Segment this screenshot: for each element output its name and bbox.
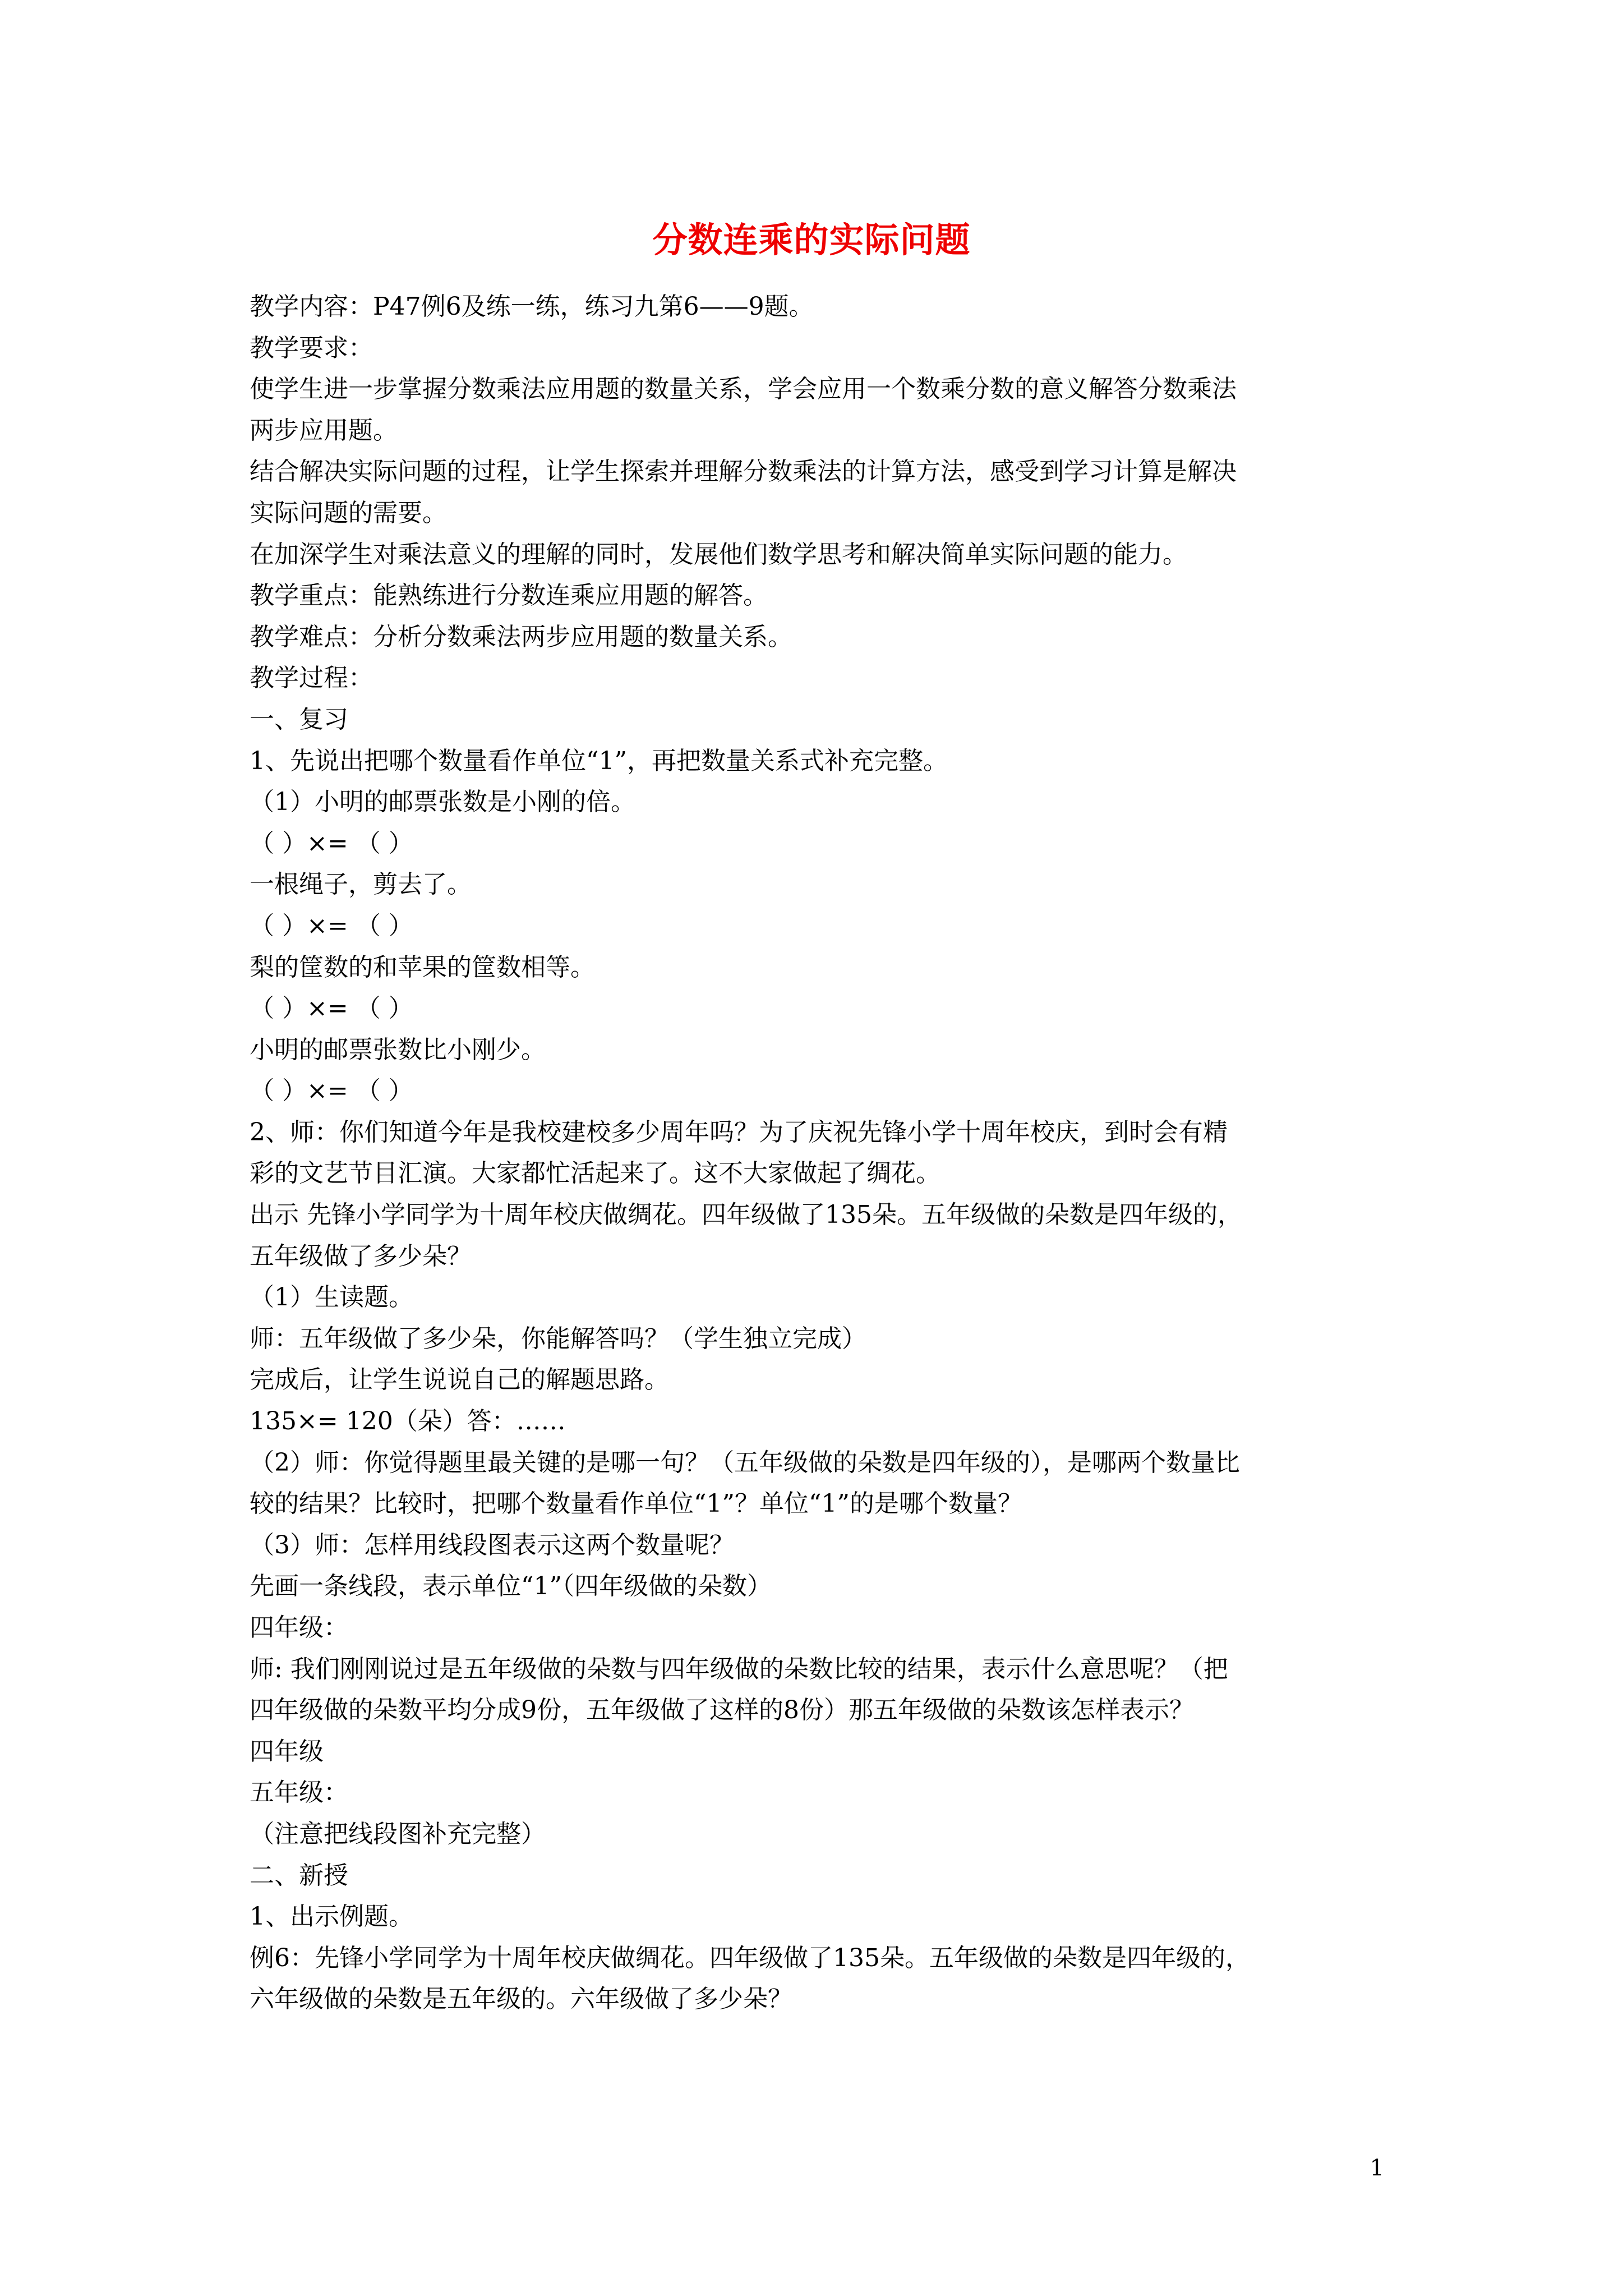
text-line: 小明的邮票张数比小刚少。 bbox=[250, 1035, 546, 1064]
text-line: 结合解决实际问题的过程，让学生探索并理解分数乘法的计算方法，感受到学习计算是解决 bbox=[250, 457, 1237, 486]
text-line: 先画一条线段，表示单位“1”（四年级做的朵数） bbox=[250, 1572, 772, 1601]
text-line: 例6：先锋小学同学为十周年校庆做绸花。四年级做了135朵。五年级做的朵数是四年级的， bbox=[250, 1943, 1250, 1972]
text-line: （ ）×= （ ） bbox=[250, 829, 413, 858]
text-line: 教学过程： bbox=[250, 664, 373, 693]
text-line: 1、先说出把哪个数量看作单位“1”，再把数量关系式补充完整。 bbox=[250, 746, 948, 775]
document-body bbox=[250, 286, 1388, 2020]
text-line: 两步应用题。 bbox=[250, 416, 398, 445]
text-line: 出示 先锋小学同学为十周年校庆做绸花。四年级做了135朵。五年级做的朵数是四年级的， bbox=[250, 1200, 1242, 1230]
text-line: 六年级做的朵数是五年级的。六年级做了多少朵？ bbox=[250, 1985, 792, 2014]
text-line: 教学难点：分析分数乘法两步应用题的数量关系。 bbox=[250, 622, 792, 651]
text-line: 在加深学生对乘法意义的理解的同时，发展他们数学思考和解决简单实际问题的能力。 bbox=[250, 540, 1187, 569]
text-line: （ ）×= （ ） bbox=[250, 1076, 413, 1106]
text-line: （2）师：你觉得题里最关键的是哪一句？（五年级做的朵数是四年级的），是哪两个数量比 bbox=[250, 1448, 1240, 1477]
text-line: （ ）×= （ ） bbox=[250, 994, 413, 1023]
text-line: 完成后，让学生说说自己的解题思路。 bbox=[250, 1365, 669, 1395]
text-line: 一根绳子，剪去了。 bbox=[250, 870, 472, 899]
text-line: 彩的文艺节目汇演。大家都忙活起来了。这不大家做起了绸花。 bbox=[250, 1159, 940, 1188]
text-line: 教学内容：P47例6及练一练，练习九第6——9题。 bbox=[250, 292, 814, 321]
text-line: 二、新授 bbox=[250, 1861, 348, 1890]
text-line: 一、复习 bbox=[250, 705, 348, 734]
text-line: 较的结果？比较时，把哪个数量看作单位“1”？单位“1”的是哪个数量？ bbox=[250, 1489, 1022, 1519]
text-line: 四年级 bbox=[250, 1737, 324, 1766]
text-line: 135×= 120（朵）答：…… bbox=[250, 1407, 566, 1436]
text-line: 师：五年级做了多少朵，你能解答吗？（学生独立完成） bbox=[250, 1324, 866, 1353]
text-line: （ ）×= （ ） bbox=[250, 911, 413, 940]
text-line: （3）师：怎样用线段图表示这两个数量呢？ bbox=[250, 1530, 734, 1559]
text-line: 教学重点：能熟练进行分数连乘应用题的解答。 bbox=[250, 581, 768, 610]
text-line: 四年级： bbox=[250, 1613, 348, 1642]
text-line: 实际问题的需要。 bbox=[250, 498, 447, 527]
text-line: 教学要求： bbox=[250, 333, 373, 362]
text-line: 2、师：你们知道今年是我校建校多少周年吗？为了庆祝先锋小学十周年校庆，到时会有精 bbox=[250, 1117, 1228, 1147]
text-line: 五年级： bbox=[250, 1778, 348, 1807]
document-title: 分数连乘的实际问题 bbox=[652, 219, 971, 260]
text-line: 使学生进一步掌握分数乘法应用题的数量关系，学会应用一个数乘分数的意义解答分数乘法 bbox=[250, 375, 1237, 404]
text-line: 1、出示例题。 bbox=[250, 1902, 413, 1931]
text-line: 四年级做的朵数平均分成9份，五年级做了这样的8份）那五年级做的朵数该怎样表示？ bbox=[250, 1696, 1194, 1725]
text-line: （注意把线段图补充完整） bbox=[250, 1819, 546, 1848]
text-line: 师: 我们刚刚说过是五年级做的朵数与四年级做的朵数比较的结果，表示什么意思呢？（把 bbox=[250, 1654, 1228, 1683]
text-line: （1）小明的邮票张数是小刚的倍。 bbox=[250, 788, 635, 817]
text-line: （1）生读题。 bbox=[250, 1283, 413, 1312]
page-number: 1 bbox=[1370, 2155, 1384, 2181]
text-line: 梨的筐数的和苹果的筐数相等。 bbox=[250, 953, 595, 982]
text-line: 五年级做了多少朵？ bbox=[250, 1241, 472, 1271]
